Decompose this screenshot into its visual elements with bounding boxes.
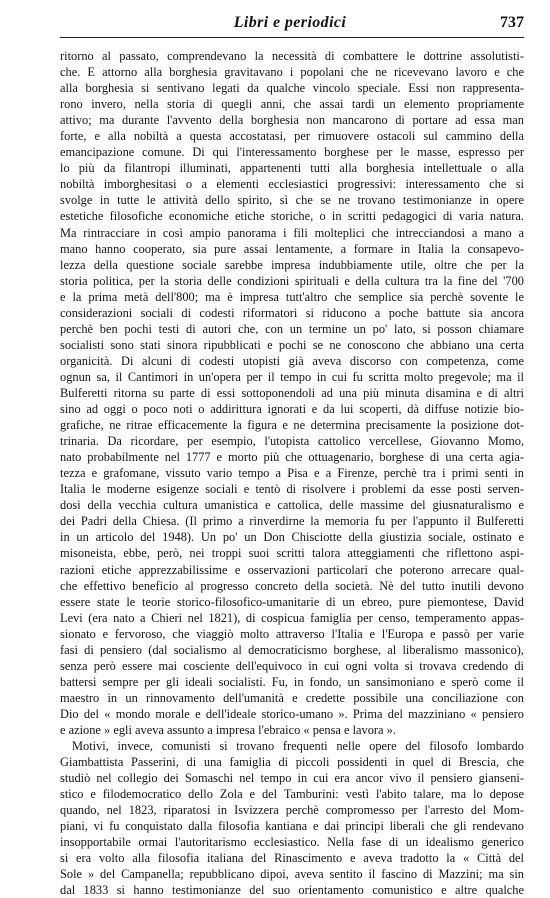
text-line: si era volto alla filosofia italiana del Rinascimento e aveva tradotto la « Città del: [60, 851, 524, 866]
text-line: stico e filodemocratico dello Zola e del Tamburini: vestì l'abito talare, ma lo depose: [60, 787, 524, 802]
text-line: trinaria. Da ricordare, per esempio, l'utopista cattolico vercellese, Giovanno Momo,: [60, 434, 524, 449]
text-line: sionato e fervoroso, che viaggiò molto attraverso l'Italia e l'Europa e passò per varie: [60, 626, 524, 641]
text-line: lo più da filantropi illuminati, appartenenti tutti alla borghesia intellettuale o alla: [60, 161, 524, 176]
text-line: Sole » del Campanella; repubblicano dipoi, aveva sentito il fascino di Mazzini; ma sin: [60, 867, 524, 882]
text-line: Italia le moderne esigenze sociali e tentò di risolvere i problemi da esse posti serven-: [60, 482, 524, 497]
text-line: Giambattista Passerini, di una famiglia di piccoli possidenti in quel di Brescia, che: [60, 755, 524, 770]
text-line: nato probabilmente nel 1777 e morto più che ottuagenario, borghese di una certa agia-: [60, 450, 524, 465]
text-line: ritorno al passato, comprendevano la necessità di combattere le dottrine assolutisti-: [60, 49, 524, 63]
text-line: studiò nel collegio dei Somaschi nel tempo in cui era ancor vivo il pensiero gianseni-: [60, 771, 524, 786]
text-line: e la prima metà dell'800; ma è impresa tutt'altro che semplice sia perchè sovente le: [60, 289, 524, 304]
text-line: storia politica, per la storia delle condizioni spirituali e della cultura tra la fine del '700: [60, 273, 524, 288]
text-line: alla borghesia si sentivano legati da qualche vincolo speciale. Essi non rappresenta-: [60, 81, 524, 96]
text-line: maestro in un rinnovamento dell'umanità e credette possibile una conciliazione con: [60, 690, 524, 705]
text-line: dei Padri della Chiesa. (Il primo a rinverdirne la memoria fu per l'appunto il Bulferetti: [60, 514, 524, 529]
body-text: [60, 48, 524, 898]
text-line: attivo; ma durante l'avvento della borghesia non mancarono di portare ad essa man: [60, 113, 524, 128]
text-line: ognun sa, il Cantimori in un'opera per il tempo in cui fu scritta molto pregevole; ma il: [60, 369, 524, 384]
text-line: Motivi, invece, comunisti si trovano frequenti nelle opere del filosofo lombardo: [72, 739, 524, 754]
text-line: senza però essere mai cosciente dell'equivoco in cui ogni volta si trovava credendo di: [60, 658, 524, 673]
text-line: perchè ben pochi testi di autori che, con un termine un po' lato, si posson chiamare: [60, 321, 524, 336]
text-line: Dio del « mondo morale e dell'ideale storico-umano ». Prima del mazziniano « pensiero: [60, 706, 524, 721]
text-line: in un articolo del 1948). Un po' un Don Chisciotte della giustizia sociale, ostinato e: [60, 530, 524, 545]
text-line: dosi della vecchia cultura umanistica e cattolica, delle massime del giusnaturalismo e: [60, 498, 524, 513]
text-line: sino ad oggi o poco noti o addirittura ignorati e da lui scoperti, dà diffuse notizie bio-: [60, 402, 524, 417]
text-line: svolge in tutte le attività dello spirito, sì che se ne trovano testimonianze in opere: [60, 193, 524, 208]
text-line: razioni etiche apprezzabilissime e osservazioni particolari che poterono arrecare qual-: [60, 562, 524, 577]
text-line: e azione » egli aveva assunto a impresa l'ebraico « pensa e lavora ».: [60, 722, 396, 737]
text-line: grafiche, ne ritrae efficacemente la figura e ne determina precisamente la posizione dot-: [60, 418, 524, 433]
text-line: piani, vi fu conquistato dalla filosofia kantiana e dai principi liberali che gli rendevano: [60, 819, 524, 834]
text-line: forte, e alla nobiltà a questa accostatasi, per rimuovere ostacoli sul cammino della: [60, 129, 524, 144]
text-line: che. E attorno alla borghesia gravitavano i popolani che ne ricevevano lavoro e che: [60, 65, 524, 80]
text-line: mano hanno cooperato, sia pure assai lentamente, a formare in Italia la consapevo-: [60, 241, 524, 256]
text-line: dal 1833 si hanno testimonianze del suo orientamento comunistico e altre qualche: [60, 883, 524, 898]
text-line: battersi sempre per gli ideali socialisti. Fu, in fondo, un sansimoniano e sperò come il: [60, 674, 524, 689]
text-line: rono invero, nella storia di quegli anni, che assai tardi un elemento propriamente: [60, 97, 524, 112]
text-line: organicità. Di alcuni di codesti utopisti già aveva discorso con competenza, come: [60, 353, 524, 368]
text-line: misoneista, ebbe, però, nei troppi suoi scritti talora atteggiamenti che riflettono aspi-: [60, 546, 524, 561]
text-line: lezza della questione sociale sarebbe impresa indubbiamente utile, oltre che per la: [60, 257, 524, 272]
page-header: [60, 12, 524, 34]
text-line: Ma rintracciare in così ampio panorama i fili molteplici che intrecciandosi a mano a: [60, 225, 524, 240]
text-line: nobiltà imborghesitasi o a elementi ecclesiastici progressivi: interessamento che si: [60, 177, 524, 192]
text-line: estetiche filosofiche economiche etiche storiche, o in scritti pedagogici di varia natura.: [60, 209, 524, 224]
text-line: che effettivo beneficio al progresso concreto della società. Nè del tutto inutili devono: [60, 578, 524, 593]
text-line: Levi (era nato a Chieri nel 1821), di cospicua famiglia per censo, temperamento appas-: [60, 610, 524, 625]
text-line: fasi di pensiero (dal socialismo al democraticismo borghese, al liberalismo massonico),: [60, 642, 524, 657]
text-line: considerazioni sociali di codesti riformatori si riducono a poche battute sia ancora: [60, 305, 524, 320]
text-line: emancipazione comune. Di qui l'interessamento borghese per le masse, espresso per: [60, 145, 524, 160]
header-rule: [60, 37, 524, 38]
text-line: quando, nel 1823, riparatosi in Isvizzera perchè compromesso per l'arresto del Mom-: [60, 803, 524, 818]
text-line: socialisti sono stati sinora ripubblicati e pochi se ne conoscono che abbiano una certa: [60, 337, 524, 352]
text-line: insopportabile ormai l'autoritarismo ecclesiastico. Nella fase di un idealismo generico: [60, 835, 524, 850]
text-line: tezza e grafomane, vissuto vario tempo a Pisa e a Firenze, perchè tra i primi senti in: [60, 466, 524, 481]
running-title: Libri e periodici: [233, 14, 347, 31]
text-line: Bulferetti ritorna su parte di essi sottoponendoli ad una più minuta disamina e di altri: [60, 385, 524, 400]
page-number: 737: [500, 14, 524, 31]
text-line: essere state le teorie storico-filosofico-umanitarie di un ebreo, pure piemontese, David: [60, 594, 524, 609]
